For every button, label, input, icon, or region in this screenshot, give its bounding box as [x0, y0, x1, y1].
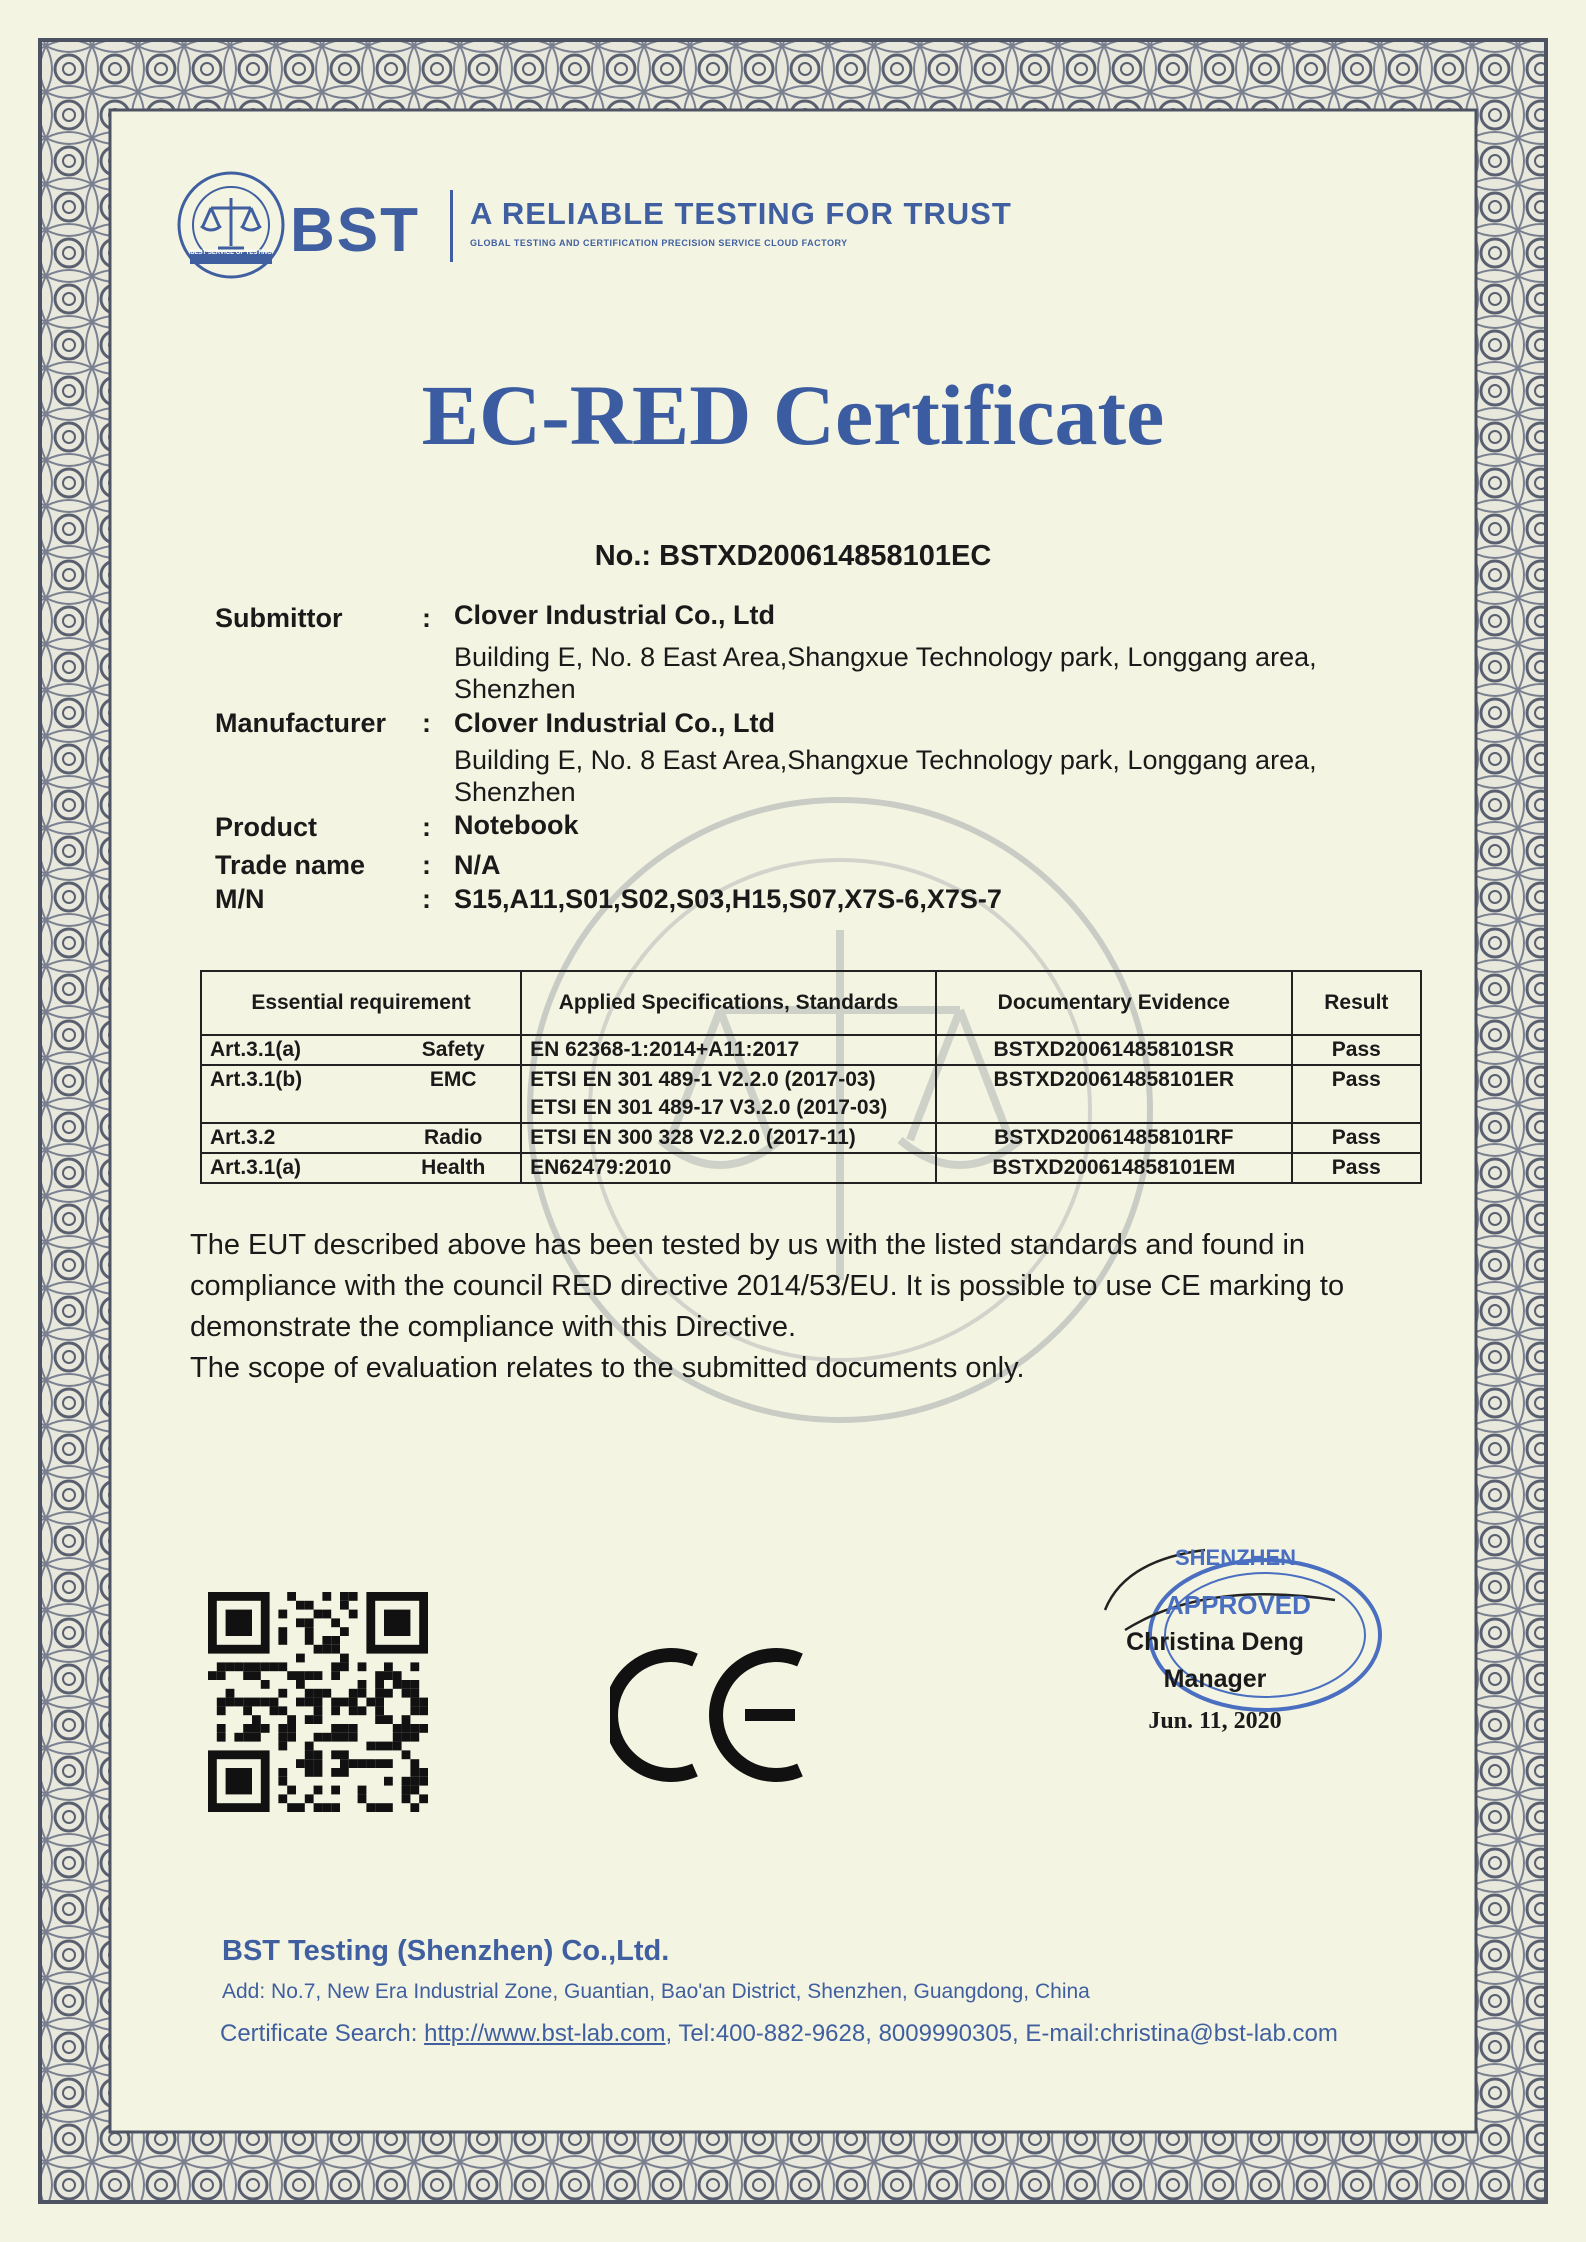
- certificate-number: No.: BSTXD200614858101EC: [594, 540, 992, 572]
- cell-category: Radio: [386, 1123, 521, 1153]
- table-row: [201, 1065, 1421, 1123]
- table-row: [201, 1123, 1421, 1153]
- table-row: [201, 1035, 1421, 1065]
- scales-of-justice-seal-icon: [176, 170, 286, 280]
- header-result: Result: [1292, 971, 1421, 1035]
- company-name: BST Testing (Shenzhen) Co.,Ltd.: [222, 1935, 670, 1967]
- model-number-colon: :: [422, 884, 431, 914]
- cell-article: Art.3.1(a): [201, 1035, 386, 1065]
- brand-separator: [450, 190, 453, 262]
- product-colon: :: [422, 812, 431, 842]
- cell-category: EMC: [386, 1065, 521, 1123]
- manufacturer-colon: :: [422, 708, 431, 738]
- stamp-top-text: SHENZHEN: [1175, 1545, 1297, 1570]
- table-row: [201, 1153, 1421, 1183]
- model-number-label: M/N: [215, 884, 265, 914]
- cell-result: Pass: [1292, 1123, 1421, 1153]
- cell-specification: [521, 1065, 936, 1123]
- signature-date: Jun. 11, 2020: [1148, 1708, 1282, 1734]
- logo-ring-text: BEST SERVICE OF TESTING: [190, 250, 272, 256]
- statement-line: The EUT described above has been tested by us with the listed standards and found in: [190, 1229, 1306, 1261]
- cell-specification: EN 62368-1:2014+A11:2017: [521, 1035, 936, 1065]
- statement-line: The scope of evaluation relates to the submitted documents only.: [190, 1352, 1025, 1384]
- submitter-name: Clover Industrial Co., Ltd: [454, 600, 776, 630]
- product-value: Notebook: [454, 810, 579, 840]
- header-documentary-evidence: Documentary Evidence: [936, 971, 1292, 1035]
- manufacturer-label: Manufacturer: [215, 708, 387, 738]
- signatory-title: Manager: [1163, 1665, 1267, 1693]
- statement-line: compliance with the council RED directive 2014/53/EU. It is possible to use CE marking to: [190, 1270, 1345, 1302]
- statement-line: demonstrate the compliance with this Directive.: [190, 1311, 797, 1343]
- cell-category: Safety: [386, 1035, 521, 1065]
- manufacturer-address-line1: Building E, No. 8 East Area,Shangxue Technology park, Longgang area,: [454, 745, 1317, 775]
- manufacturer-name: Clover Industrial Co., Ltd: [454, 708, 776, 738]
- cell-specification-line2: ETSI EN 301 489-17 V3.2.0 (2017-03): [530, 1096, 888, 1119]
- company-address: Add: No.7, New Era Industrial Zone, Guantian, Bao'an District, Shenzhen, Guangdong, China: [222, 1980, 1090, 2003]
- brand-slogan-sub: GLOBAL TESTING AND CERTIFICATION PRECISION SERVICE CLOUD FACTORY: [470, 238, 848, 248]
- trade-name-colon: :: [422, 850, 431, 880]
- cell-result: Pass: [1292, 1065, 1421, 1123]
- cell-category: Health: [386, 1153, 521, 1183]
- compliance-statement: [190, 1225, 1460, 1389]
- trade-name-label: Trade name: [215, 850, 366, 880]
- submitter-colon: :: [422, 603, 431, 633]
- model-number-value: S15,A11,S01,S02,S03,H15,S07,X7S-6,X7S-7: [454, 884, 1002, 914]
- table-header-row: [201, 971, 1421, 1035]
- cell-article: Art.3.1(b): [201, 1065, 386, 1123]
- certificate-title: EC-RED Certificate: [421, 367, 1165, 463]
- requirements-table: [200, 970, 1422, 1184]
- brand-name: BST: [290, 196, 420, 265]
- cell-article: Art.3.2: [201, 1123, 386, 1153]
- contact-info: , Tel:400-882-9628, 8009990305, E-mail:christina@bst-lab.com: [665, 2020, 1338, 2047]
- cell-result: Pass: [1292, 1153, 1421, 1183]
- stamp-center-text: APPROVED: [1165, 1590, 1311, 1620]
- cell-document: BSTXD200614858101RF: [936, 1123, 1292, 1153]
- cell-result: Pass: [1292, 1035, 1421, 1065]
- ce-mark-icon: [610, 1640, 810, 1790]
- signatory-name: Christina Deng: [1126, 1628, 1304, 1656]
- cell-article: Art.3.1(a): [201, 1153, 386, 1183]
- qr-code-icon[interactable]: [208, 1592, 428, 1812]
- cell-specification: ETSI EN 300 328 V2.2.0 (2017-11): [521, 1123, 936, 1153]
- trade-name-value: N/A: [454, 850, 501, 880]
- manufacturer-address-line2: Shenzhen: [454, 777, 576, 807]
- header-essential-requirement: Essential requirement: [201, 971, 521, 1035]
- website-link[interactable]: http://www.bst-lab.com: [424, 2020, 666, 2047]
- search-label: Certificate Search:: [220, 2020, 425, 2047]
- product-label: Product: [215, 812, 318, 842]
- brand-slogan: A RELIABLE TESTING FOR TRUST: [470, 196, 1012, 231]
- cell-document: BSTXD200614858101SR: [936, 1035, 1292, 1065]
- submitter-label: Submittor: [215, 603, 343, 633]
- cell-document: BSTXD200614858101EM: [936, 1153, 1292, 1183]
- header-applied-specifications: Applied Specifications, Standards: [521, 971, 936, 1035]
- cell-specification-line1: ETSI EN 301 489-1 V2.2.0 (2017-03): [530, 1068, 876, 1091]
- submitter-address-line2: Shenzhen: [454, 674, 576, 704]
- submitter-address-line1: Building E, No. 8 East Area,Shangxue Technology park, Longgang area,: [454, 642, 1317, 672]
- cell-document: BSTXD200614858101ER: [936, 1065, 1292, 1123]
- cell-specification: EN62479:2010: [521, 1153, 936, 1183]
- certificate-search: [220, 2020, 1338, 2048]
